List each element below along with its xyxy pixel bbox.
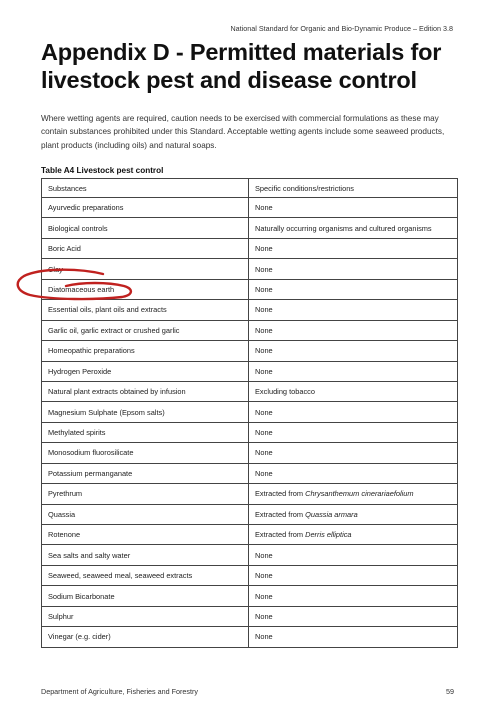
substance-cell: Homeopathic preparations <box>42 341 249 361</box>
substance-cell: Boric Acid <box>42 238 249 258</box>
table-header-row <box>42 179 458 198</box>
condition-text: None <box>255 550 273 560</box>
condition-text: None <box>255 407 273 417</box>
table-row <box>42 320 458 340</box>
substance-cell: Methylated spirits <box>42 422 249 442</box>
condition-text: None <box>255 591 273 601</box>
condition-text: None <box>255 448 273 458</box>
substance-cell: Quassia <box>42 504 249 524</box>
condition-text: None <box>255 632 273 642</box>
condition-cell <box>249 381 458 401</box>
condition-text: None <box>255 203 273 213</box>
table-row <box>42 279 458 299</box>
condition-text: None <box>255 244 273 254</box>
substance-cell: Vinegar (e.g. cider) <box>42 627 249 647</box>
condition-text: Extracted from <box>255 530 306 540</box>
footer-page-number: 59 <box>446 687 454 696</box>
condition-text: None <box>255 284 273 294</box>
condition-cell <box>249 402 458 422</box>
table-row <box>42 238 458 258</box>
table-row <box>42 402 458 422</box>
livestock-pest-control-table <box>41 178 458 648</box>
condition-text: None <box>255 571 273 581</box>
condition-cell <box>249 586 458 606</box>
substance-cell: Hydrogen Peroxide <box>42 361 249 381</box>
condition-text: None <box>255 305 273 315</box>
column-header-substances: Substances <box>42 179 249 198</box>
condition-text: None <box>255 366 273 376</box>
substance-cell: Magnesium Sulphate (Epsom salts) <box>42 402 249 422</box>
table-row <box>42 586 458 606</box>
condition-cell <box>249 525 458 545</box>
substance-cell: Biological controls <box>42 218 249 238</box>
condition-cell <box>249 565 458 585</box>
condition-cell <box>249 279 458 299</box>
substance-cell: Seaweed, seaweed meal, seaweed extracts <box>42 565 249 585</box>
condition-cell <box>249 259 458 279</box>
table-row <box>42 525 458 545</box>
condition-text: None <box>255 611 273 621</box>
condition-cell <box>249 606 458 626</box>
species-name: Chrysanthemum cinerariaefolium <box>305 489 414 499</box>
table-row <box>42 463 458 483</box>
condition-cell <box>249 361 458 381</box>
species-name: Quassia armara <box>305 509 358 519</box>
condition-cell <box>249 463 458 483</box>
table-row <box>42 218 458 238</box>
table-row <box>42 504 458 524</box>
running-header: National Standard for Organic and Bio-Dynamic Produce – Edition 3.8 <box>230 24 453 33</box>
table-row <box>42 381 458 401</box>
table-row <box>42 545 458 565</box>
footer-department: Department of Agriculture, Fisheries and Forestry <box>41 687 198 696</box>
table-row <box>42 259 458 279</box>
substance-cell: Clay <box>42 259 249 279</box>
species-name: Derris elliptica <box>305 530 352 540</box>
condition-text: None <box>255 428 273 438</box>
substance-cell: Sodium Bicarbonate <box>42 586 249 606</box>
condition-text: None <box>255 325 273 335</box>
table-row <box>42 443 458 463</box>
table-row <box>42 422 458 442</box>
table-row <box>42 565 458 585</box>
table-row <box>42 606 458 626</box>
condition-cell <box>249 545 458 565</box>
table-caption: Table A4 Livestock pest control <box>41 166 164 175</box>
substance-cell: Monosodium fluorosilicate <box>42 443 249 463</box>
table-row <box>42 627 458 647</box>
substance-cell: Sea salts and salty water <box>42 545 249 565</box>
condition-cell <box>249 627 458 647</box>
intro-paragraph: Where wetting agents are required, caution needs to be exercised with commercial formulations as these may contain substances prohibited under this Standard. Acceptable wetting agents include some seaweed products, plant products (including oils) and natural soaps. <box>41 114 445 150</box>
table-row <box>42 198 458 218</box>
table-row <box>42 300 458 320</box>
condition-cell <box>249 341 458 361</box>
substance-cell: Diatomaceous earth <box>42 279 249 299</box>
condition-cell <box>249 484 458 504</box>
condition-cell <box>249 443 458 463</box>
condition-text: Extracted from <box>255 489 306 499</box>
condition-text: Excluding tobacco <box>255 387 315 397</box>
condition-cell <box>249 300 458 320</box>
page-title: Appendix D - Permitted materials for livestock pest and disease control <box>41 39 442 93</box>
condition-cell <box>249 198 458 218</box>
condition-cell <box>249 238 458 258</box>
substance-cell: Natural plant extracts obtained by infusion <box>42 381 249 401</box>
table-row <box>42 484 458 504</box>
condition-text: None <box>255 346 273 356</box>
substance-cell: Garlic oil, garlic extract or crushed garlic <box>42 320 249 340</box>
substance-cell: Ayurvedic preparations <box>42 198 249 218</box>
substance-cell: Potassium permanganate <box>42 463 249 483</box>
condition-cell <box>249 504 458 524</box>
column-header-conditions: Specific conditions/restrictions <box>249 179 458 198</box>
condition-text: Extracted from <box>255 509 306 519</box>
substance-cell: Essential oils, plant oils and extracts <box>42 300 249 320</box>
condition-text: Naturally occurring organisms and cultured organisms <box>255 223 432 233</box>
condition-cell <box>249 320 458 340</box>
condition-text: None <box>255 264 273 274</box>
condition-cell <box>249 422 458 442</box>
substance-cell: Sulphur <box>42 606 249 626</box>
table-row <box>42 341 458 361</box>
substance-cell: Rotenone <box>42 525 249 545</box>
substance-cell: Pyrethrum <box>42 484 249 504</box>
condition-cell <box>249 218 458 238</box>
table-row <box>42 361 458 381</box>
condition-text: None <box>255 468 273 478</box>
